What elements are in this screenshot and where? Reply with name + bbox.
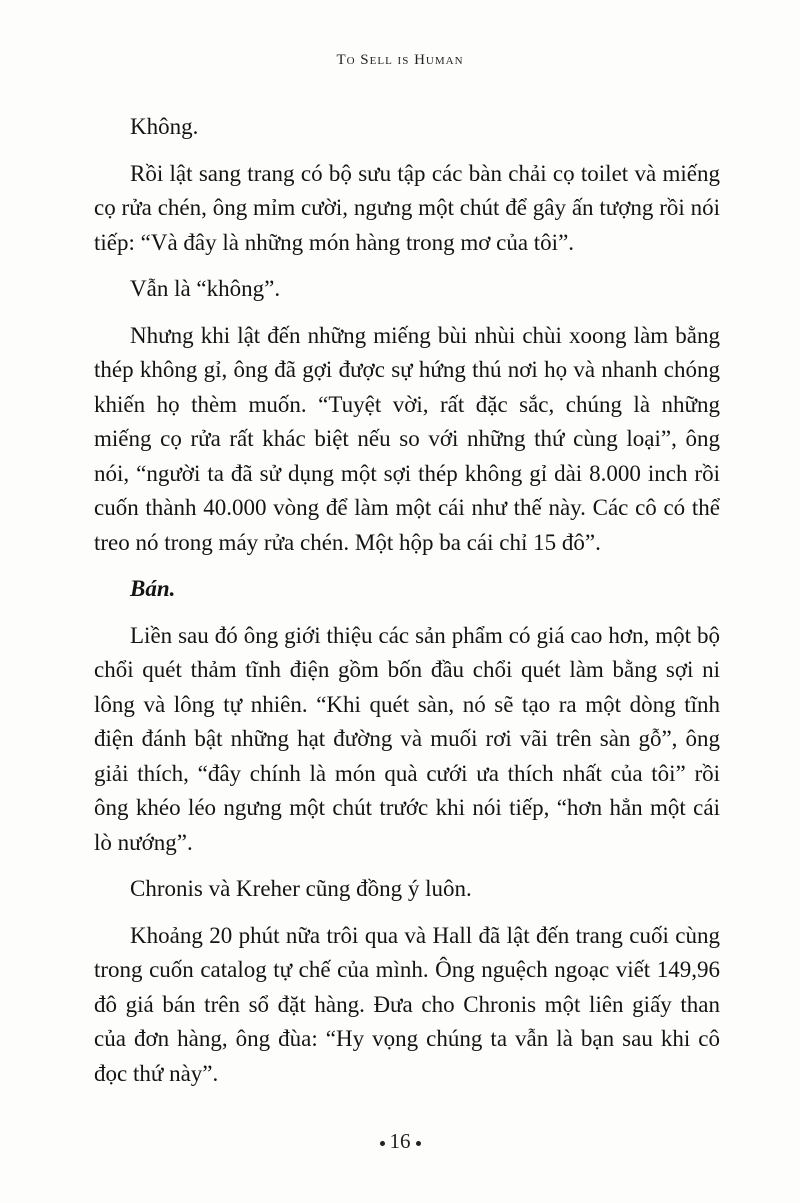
paragraph: Liền sau đó ông giới thiệu các sản phẩm có giá cao hơn, một bộ chổi quét thảm tĩnh điện gồm bốn đầu chổi quét làm bằng sợi ni lông và lông tự nhiên. “Khi quét sàn, nó sẽ tạo ra một dòng tĩnh điện đánh bật những hạt đường và muối rơi vãi trên sàn gỗ”, ông giải thích, “đây chính là món quà cưới ưa thích nhất của tôi” rồi ông khéo léo ngưng một chút trước khi nói tiếp, “hơn hẳn một cái lò nướng”. (94, 622, 720, 855)
paragraph: Nhưng khi lật đến những miếng bùi nhùi chùi xoong làm bằng thép không gỉ, ông đã gợi được sự hứng thú nơi họ và nhanh chóng khiến họ thèm muốn. “Tuyệt vời, rất đặc sắc, chúng là những miếng cọ rửa rất khác biệt nếu so với những thứ cùng loại”, ông nói, “người ta đã sử dụng một sợi thép không gỉ dài 8.000 inch rồi cuốn thành 40.000 vòng để làm một cái như thế này. Các cô có thể treo nó trong máy rửa chén. Một hộp ba cái chỉ 15 đô”. (94, 322, 720, 555)
paragraph: Không. (130, 114, 199, 139)
bullet-dot-icon (416, 1141, 421, 1146)
paragraph: Rồi lật sang trang có bộ sưu tập các bàn chải cọ toilet và miếng cọ rửa chén, ông mỉm cười, ngưng một chút để gây ấn tượng rồi nói tiếp: “Và đây là những món hàng trong mơ của tôi”. (94, 160, 720, 255)
paragraph: Khoảng 20 phút nữa trôi qua và Hall đã lật đến trang cuối cùng trong cuốn catalog tự chế của mình. Ông nguệch ngoạc viết 149,96 đô giá bán trên sổ đặt hàng. Đưa cho Chronis một liên giấy than của đơn hàng, ông đùa: “Hy vọng chúng ta vẫn là bạn sau khi cô đọc thứ này”. (94, 922, 720, 1086)
paragraph: Vẫn là “không”. (130, 276, 281, 301)
emphasis-paragraph: Bán. (130, 576, 176, 601)
running-header: To Sell is Human (336, 52, 464, 68)
bullet-dot-icon (380, 1141, 385, 1146)
paragraph: Chronis và Kreher cũng đồng ý luôn. (130, 876, 472, 901)
page-number (0, 1129, 800, 1154)
body-text (94, 110, 720, 1103)
page-number-value: 16 (389, 1129, 411, 1153)
